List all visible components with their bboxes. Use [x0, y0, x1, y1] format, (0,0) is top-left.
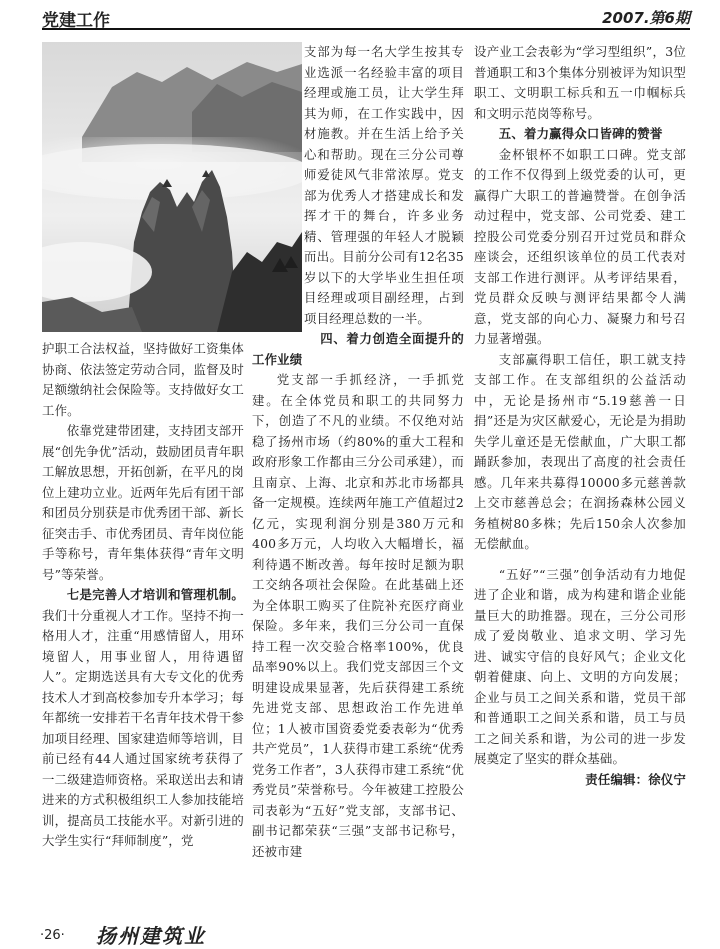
column-left — [42, 339, 244, 852]
column-right — [474, 42, 686, 790]
paragraph-col2-top: 支部为每一名大学生按其专业选派一名经验丰富的项目经理或施工员，让大学生拜其为师，在工作实践中，因材施教。并在生活上给予关心和帮助。现在三分公司尊师爱徒风气非常浓厚。党支部为优秀人才搭建成长和发挥才干的舞台，许多业务精、管理强的年轻人才脱颖而出。目前分公司有12名35岁以下的大学毕业生担任项目经理或项目副经理，占到项目经理总数的一半。 — [304, 44, 464, 326]
section-title: 党建工作 — [42, 11, 110, 31]
page-number: ·26· — [40, 928, 65, 943]
paragraph-col2-1: 党支部一手抓经济，一手抓党建。在全体党员和职工的共同努力下，创造了不凡的业绩。不仅绝对站稳了扬州市场（约80%的重大工程和政府形象工作都由三分公司承建），而且南京、上海、北京和苏北市场都具备一定规模。连续两年施工产值超过2亿元，实现利润分别是380万元和400多万元，人均收入大幅增长，福利待遇不断改善。每年按时足额为职工交纳各项社会保险。在此基础上还为全体职工购买了住院补充医疗商业保险。多年来，我们三分公司一直保持工程一次交验合格率100%，优良品率90%以上。我们党支部因三个文明建设成果显著，先后获得建工系统先进党支部、思想政治工作先进单位；1人被市国资委党委表彰为“优秀共产党员”，1人获得市建工系统“优秀党务工作者”，3人获得市建工系统“优秀党员”荣誉称号。今年被建工控股公司表彰为“五好”党支部，支部书记、副书记都荣获“三强”支部书记称号，还被市建 — [252, 372, 464, 859]
section-heading-7: 七是完善人才培训和管理机制。 — [66, 587, 244, 602]
section-heading-5: 五、着力赢得众口皆碑的赞誉 — [498, 126, 663, 141]
paragraph-col1-1: 护职工合法权益，坚持做好工资集体协商、依法签定劳动合同，监督及时足额缴纳社会保险等。支持做好女工工作。 — [42, 341, 244, 418]
paragraph-col1-3-body: 我们十分重视人才工作。坚持不拘一格用人才，注重“用感情留人，用环境留人，用事业留人，用待遇留人”。定期选送具有大专文化的优秀技术人才到高校参加专升本学习；每年都统一安排若干名青年技术骨干参加项目经理、国家建造师等培训，目前已经有44人通过国家统考获得了一二级建造师资格。采取送出去和请进来的方式积极组织工人参加技能培训，提高员工技能水平。对新引进的大学生实行“拜师制度”，党 — [42, 607, 244, 848]
paragraph-col3-3: “五好”“三强”创争活动有力地促进了企业和谐，成为构建和谐企业能量巨大的助推器。现在，三分公司形成了爱岗敬业、追求文明、学习先进、诚实守信的良好风气；企业文化朝着健康、向上、文明的方向发展；企业与员工之间关系和谐，党员干部和普通职工之间关系和谐，员工与员工之间关系和谐，为公司的进一步发展奠定了坚实的群众基础。 — [474, 566, 686, 766]
paragraph-col3-2: 支部赢得职工信任，职工就支持支部工作。在支部组织的公益活动中，无论是扬州市“5.19慈善一日捐”还是为灾区献爱心，无论是为捐助失学儿童还是无偿献血，广大职工都踊跃参加，表现出了高度的社会责任感。几年来共募得10000多元慈善款上交市慈善总会；在润扬森林公园义务植树80多株；先后150余人次参加无偿献血。 — [474, 351, 686, 551]
editor-signature: 责任编辑：徐仪宁 — [585, 771, 686, 787]
issue-label: 2007.第6期 — [602, 9, 690, 27]
magazine-logo: 扬州建筑业 — [96, 924, 206, 948]
paragraph-col3-1: 金杯银杯不如职工口碑。党支部的工作不仅得到上级党委的认可，更赢得广大职工的普遍赞誉。在创争活动过程中，党支部、公司党委、建工控股公司党委分别召开过党员和群众座谈会，还组织该单位的员工代表对支部工作进行测评。从考评结果看，党员群众反映与测评结果都令人满意，党支部的向心力、凝聚力和号召力显著增强。 — [474, 146, 686, 346]
section-heading-4: 四、着力创造全面提升的工作业绩 — [252, 331, 464, 367]
paragraph-col1-3 — [42, 585, 244, 852]
paragraph-col1-2: 依靠党建带团建，支持团支部开展“创先争优”活动，鼓励团员青年职工解放思想，开拓创新，在平凡的岗位上建功立业。近两年先后有团干部和团员分别获是市优秀团干部、新长征突击手、市优秀团员、青年岗位能手等称号，青年集体获得“青年文明号”等荣誉。 — [42, 423, 244, 582]
paragraph-col3-0: 设产业工会表彰为“学习型组织”，3位普通职工和3个集体分别被评为知识型职工、文明职工标兵和五一巾帼标兵和文明示范岗等称号。 — [474, 44, 686, 121]
page-header — [42, 6, 690, 30]
column-middle — [252, 42, 464, 862]
